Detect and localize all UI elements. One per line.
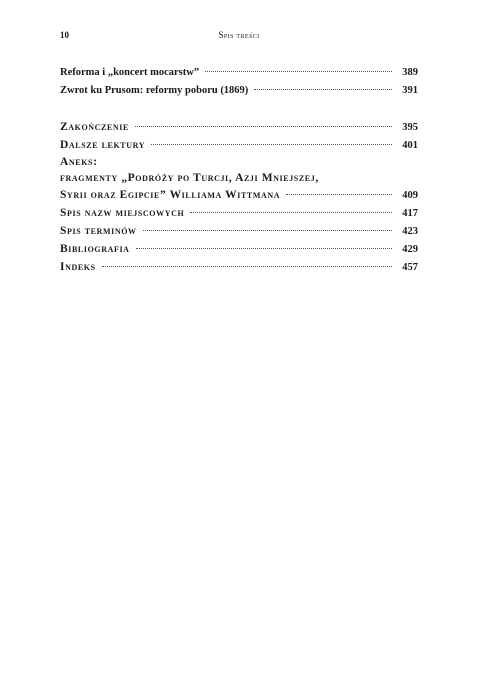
dot-leader bbox=[136, 248, 392, 249]
toc-entry-page: 457 bbox=[402, 262, 418, 273]
toc-entry-dalsze-lektury[interactable] bbox=[60, 136, 418, 154]
toc-entry-page: 389 bbox=[402, 67, 418, 78]
toc-entry-page: 417 bbox=[402, 208, 418, 219]
dot-leader bbox=[102, 266, 392, 267]
toc-entry-zakonczenie[interactable] bbox=[60, 118, 418, 136]
toc-entry-label: Zwrot ku Prusom: reformy poboru (1869) bbox=[60, 85, 249, 96]
toc-entry-label: Indeks bbox=[60, 261, 96, 273]
dot-leader bbox=[286, 194, 392, 195]
toc-entry-zwrot[interactable] bbox=[60, 82, 418, 100]
aneks-line-3-row bbox=[60, 186, 418, 204]
toc-entry-label: Spis nazw miejscowych bbox=[60, 207, 185, 219]
toc-entry-aneks[interactable] bbox=[60, 154, 418, 204]
dot-leader bbox=[190, 212, 392, 213]
dot-leader bbox=[254, 89, 392, 90]
toc-entry-page: 429 bbox=[402, 244, 418, 255]
page-number: 10 bbox=[60, 30, 69, 40]
dot-leader bbox=[205, 71, 392, 72]
toc-entry-indeks[interactable] bbox=[60, 258, 418, 276]
dot-leader bbox=[151, 144, 392, 145]
aneks-line-1: Aneks: bbox=[60, 156, 98, 168]
toc-entry-bibliografia[interactable] bbox=[60, 240, 418, 258]
dot-leader bbox=[143, 230, 392, 231]
toc-entry-page: 401 bbox=[402, 140, 418, 151]
toc-entry-spis-terminow[interactable] bbox=[60, 222, 418, 240]
toc-entry-page: 395 bbox=[402, 122, 418, 133]
toc-entry-page: 409 bbox=[402, 190, 418, 201]
toc-entry-page: 423 bbox=[402, 226, 418, 237]
aneks-line-2: fragmenty „Podróży po Turcji, Azji Mniejszej, bbox=[60, 172, 319, 184]
toc-entry-reforma[interactable] bbox=[60, 64, 418, 82]
toc-entry-label: Spis terminów bbox=[60, 225, 137, 237]
toc-entry-label: Dalsze lektury bbox=[60, 139, 146, 151]
toc-entry-spis-nazw[interactable] bbox=[60, 204, 418, 222]
aneks-line-3: Syrii oraz Egipcie” Williama Wittmana bbox=[60, 189, 281, 201]
toc-entry-page: 391 bbox=[402, 85, 418, 96]
page-header bbox=[60, 30, 418, 46]
toc-entry-label: Reforma i „koncert mocarstw” bbox=[60, 67, 200, 78]
running-head: Spis treści bbox=[218, 30, 260, 40]
spacer bbox=[60, 100, 418, 118]
toc-entry-label: Zakończenie bbox=[60, 121, 129, 133]
toc-entry-label: Bibliografia bbox=[60, 243, 130, 255]
table-of-contents bbox=[60, 64, 418, 276]
dot-leader bbox=[135, 126, 392, 127]
